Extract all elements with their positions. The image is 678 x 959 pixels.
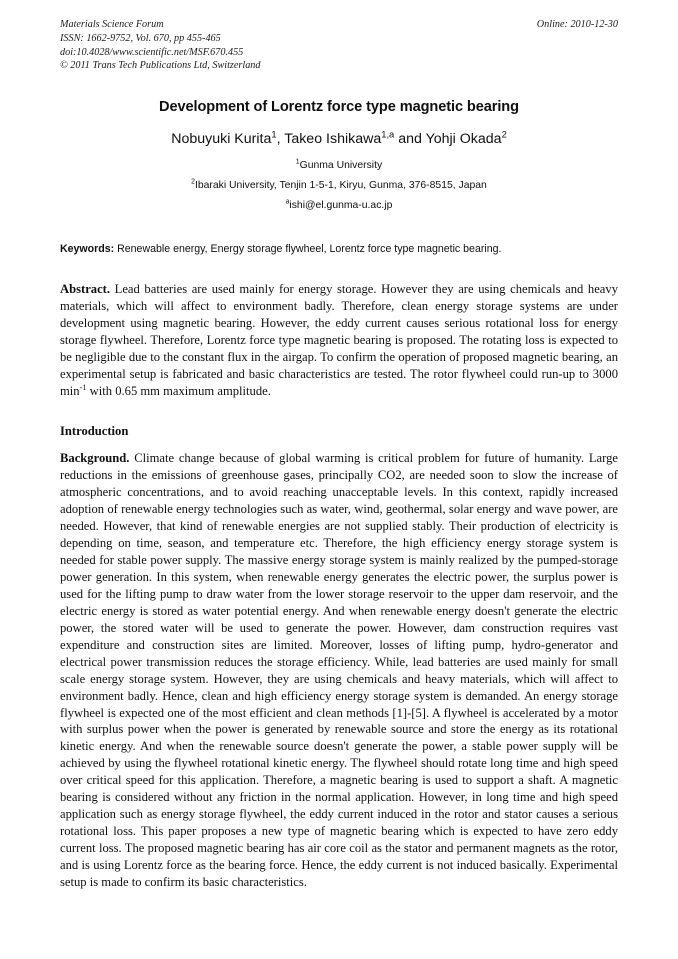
email-text: ishi@el.gunma-u.ac.jp (289, 200, 393, 212)
corresponding-email (60, 200, 618, 211)
journal-copyright: © 2011 Trans Tech Publications Ltd, Switzerland (60, 60, 261, 72)
affiliation-2-text: Ibaraki University, Tenjin 1-5-1, Kiryu, Gunma, 376-8515, Japan (194, 180, 487, 192)
author-3-affil-marker: 2 (501, 129, 507, 140)
journal-doi: doi:10.4028/www.scientific.net/MSF.670.455 (60, 46, 244, 58)
keywords-text: Renewable energy, Energy storage flywheel, Lorentz force type magnetic bearing. (114, 243, 502, 256)
author-2-affil-marker: 1,a (381, 129, 395, 140)
keywords-label: Keywords: (60, 243, 115, 256)
journal-name: Materials Science Forum (60, 19, 164, 30)
background-paragraph (60, 450, 618, 890)
author-2-name: Takeo Ishikawa (284, 131, 382, 148)
abstract-label: Abstract. (60, 281, 111, 296)
online-date: Online: 2010-12-30 (536, 19, 618, 30)
abstract-exponent: -1 (79, 382, 87, 392)
keywords-line (60, 242, 618, 257)
background-text: Climate change because of global warming is critical problem for future of humanity. Large reductions in the emissions of greenhouse gases, principally CO2, are needed soon to slow the increase of atmospheric concentrations, and to avoid reaching unacceptable levels. In this context, rapidly increased adoption of renewable energy technologies such as water, wind, geothermal, solar energy and wave power, are needed. However, that kind of renewable energies are not supplied stably. Their production of electricity is depending on time, season, and temperature etc. Therefore, the high efficiency energy storage system is needed for stable power supply. The massive energy storage system is mainly realized by the pumped-storage power generation. In this system, when renewable energy generates the electric power, the surplus power is used for the lifting pump to draw water from the lower storage reservoir to the upper dam reservoir, and the electric energy is stored as water potential energy. And when renewable energy doesn't generate the electric power, the stored water will be used to generate the power. However, dam construction requires vast expenditure and construction sites are limited. Moreover, losses of lifting pump, hydro-generator and electrical power transmission reduces the storage efficiency. While, lead batteries are used mainly for small scale energy storage system. However, they are using chemicals and heavy materials, which will affect to environment badly. Hence, clean and high efficiency energy storage system is demanded. An energy storage flywheel is expected one of the most efficient and clean methods [1]-[5]. A flywheel is accelerated by a motor with surplus power when the power is generated by renewable source and store the energy as its rotational kinetic energy. And when the renewable source doesn't generate the power, a stable power supply will be achieved by using the flywheel rotational kinetic energy. The flywheel should rotate long time and high speed over critical speed for this application. Therefore, a magnetic bearing is used to support a shaft. A magnetic bearing is considered without any friction in the normal application. However, in long time and high speed application such as energy storage flywheel, the eddy current induced in the rotor and stator causes a serious rotational loss. This paper proposes a new type of magnetic bearing which is expected to have zero eddy current loss. The proposed magnetic bearing has air core coil as the stator and permanent magnets as the rotor, and is using Lorentz force as the bearing force. Hence, the eddy current is not induced basically. Experimental setup is made to confirm its basic characteristics. (60, 451, 618, 889)
author-3-name: Yohji Okada (425, 131, 502, 148)
page-title: Development of Lorentz force type magnetic bearing (159, 99, 519, 116)
author-separator-2: and (394, 131, 426, 148)
affiliation-1-text: Gunma University (299, 160, 383, 172)
author-separator-1: , (276, 131, 285, 148)
abstract-paragraph (60, 281, 618, 400)
affiliation-1 (60, 160, 618, 171)
email-marker: a (285, 198, 290, 206)
background-label: Background. (60, 451, 130, 466)
author-1-name: Nobuyuki Kurita (171, 131, 272, 148)
abstract-text-part-1: Lead batteries are used mainly for energy storage. However they are using chemicals and heavy materials, which will affect to environment badly. Therefore, clean energy storage systems are under development using magnetic bearing. However, the eddy current causes serious rotational loss for energy storage flywheel. Therefore, Lorentz force type magnetic bearing is proposed. The rotating loss is expected to be negligible due to the constant flux in the airgap. To confirm the operation of proposed magnetic bearing, an experimental setup is fabricated and basic characteristics are tested. The rotor flywheel could run-up to 3000 min (60, 281, 618, 398)
abstract-text-part-2: with 0.65 mm maximum amplitude. (86, 383, 271, 398)
affiliation-1-marker: 1 (295, 158, 300, 166)
journal-issn: ISSN: 1662-9752, Vol. 670, pp 455-465 (60, 32, 221, 44)
author-list (60, 131, 618, 147)
journal-masthead (60, 18, 618, 73)
affiliation-2 (60, 180, 618, 191)
author-1-affil-marker: 1 (271, 129, 277, 140)
affiliation-2-marker: 2 (191, 178, 195, 186)
section-heading-introduction: Introduction (60, 424, 129, 439)
